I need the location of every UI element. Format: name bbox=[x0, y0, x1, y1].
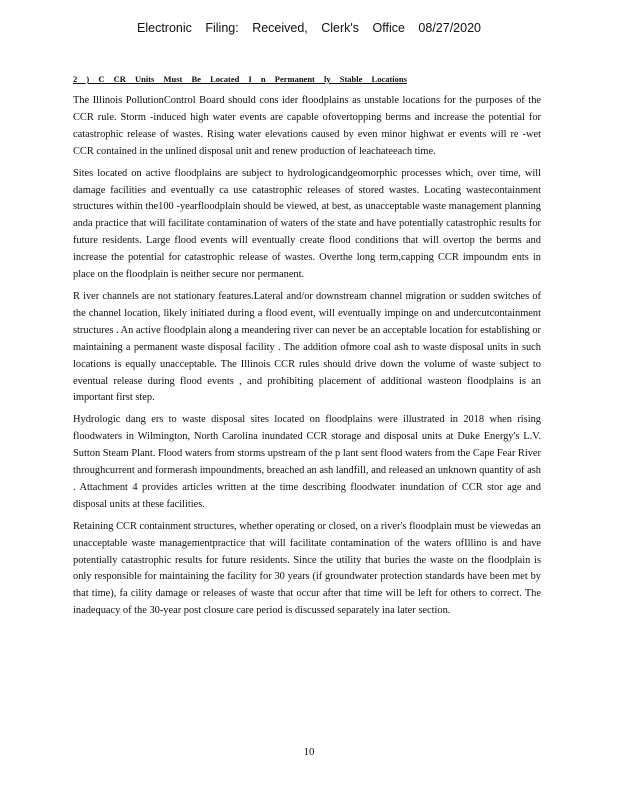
paragraph-floodplains-unstable: The Illinois PollutionControl Board should cons ider floodplains as unstable locations for the purposes of the CCR rule. Storm -induced high water events are capable ofovertopping berms and increase the potential for catastrophic release of wastes. Rising water elevations caused by even minor highwat er events will re -wet CCR contained in the unlined disposal unit and renew production of leachateeach time. bbox=[73, 95, 541, 157]
section-heading: 2 ) C CR Units Must Be Located I n Permanent ly Stable Locations bbox=[73, 74, 407, 84]
paragraph-hydrologic-dangers: Hydrologic dang ers to waste disposal sites located on floodplains were illustrated in 2018 when rising floodwaters in Wilmington, North Carolina inundated CCR storage and disposal units at Duke Energy's L.V. Sutton Steam Plant. Flood waters from storms upstream of the p lant sent flood waters from the Cape Fear River throughcurrent and formerash impoundments, breached an ash landfill, and released an unknown quantity of ash . Attachment 4 provides articles written at the time describing floodwater inundation of CCR stor age and disposal units at these facilities. bbox=[73, 414, 541, 510]
page-number: 10 bbox=[303, 746, 315, 758]
document-body bbox=[73, 93, 541, 625]
paragraph-retaining-structures: Retaining CCR containment structures, whether operating or closed, on a river's floodplain must be viewedas an unacceptable waste managementpractice that will facilitate contamination of the waters ofIllino is and have potentially catastrophic results for future residents. Since the utility that buries the waste on the floodplain is only responsible for maintaining the facility for 30 years (if groundwater protection standards have been met by that time), fa cility damage or releases of waste that occur after that time will be left for others to correct. The inadequacy of the 30-year post closure care period is discussed separately ina later section. bbox=[73, 520, 541, 617]
paragraph-active-floodplains: Sites located on active floodplains are subject to hydrologicandgeomorphic processes which, over time, will damage facilities and eventually ca use catastrophic releases of stored wastes. Locating wastecontainment structures within the100 -yearfloodplain should be viewed, at best, as unacceptable waste management planning anda practice that will facilitate contamination of waters of the state and have potentially catastrophic results for future residents. Large flood events will eventually create flood conditions that will overtop the berms and increase the potential for catastrophic release of wastes. Overthe long term,capping CCR impoundm ents in place on the floodplain is neither secure nor permanent. bbox=[73, 167, 541, 281]
paragraph-river-channels: R iver channels are not stationary features.Lateral and/or downstream channel migration or sudden switches of the channel location, likely initiated during a flood event, will eventually impinge on and undercutcontainment structures . An active floodplain along a meandering river can never be an acceptable location for establishing or maintaining a permanent waste disposal facility . The addition ofmore coal ash to waste disposal units in such locations is equally unacceptable. The Illinois CCR rules should drive down the volume of waste subject to eventual release during flood events , and prohibiting placement of additional wasteon floodplains is an important first step. bbox=[73, 290, 541, 404]
filing-stamp-header: Electronic Filing: Received, Clerk's Office 08/27/2020 bbox=[137, 21, 481, 35]
